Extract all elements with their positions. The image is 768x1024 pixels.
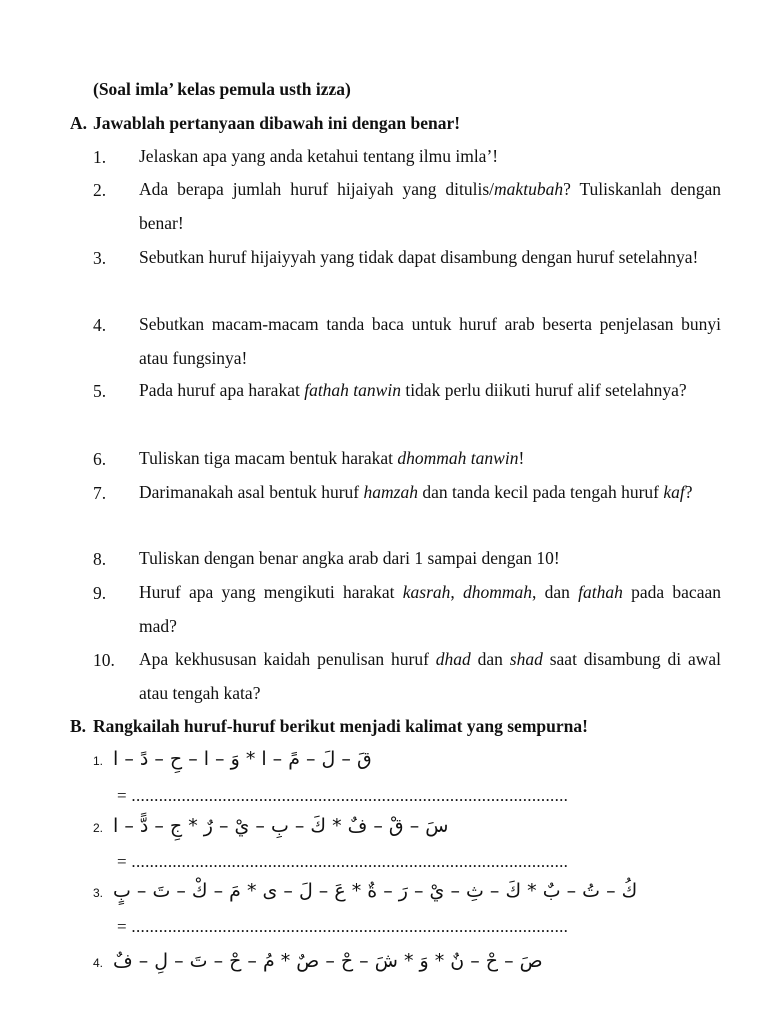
italic-term: hamzah (363, 482, 418, 502)
question-text (139, 476, 721, 510)
arabic-letters: سَ – قْ – فٌ * كَ – بِ – يْ – رٌ * جِ – دًّ – ا (113, 815, 449, 837)
arabic-item-number: 2. (93, 821, 104, 835)
question-number: 6. (93, 449, 107, 469)
question-text-part: pada bacaan mad? (139, 582, 721, 636)
arabic-item-number: 1. (93, 754, 104, 768)
section-a-letter: A. (70, 113, 88, 133)
question-number: 3. (93, 248, 107, 268)
question-text (139, 442, 721, 476)
arabic-item (93, 880, 693, 910)
question-number: 4. (93, 315, 107, 335)
question-text (139, 576, 721, 643)
question-item (93, 442, 721, 476)
question-number: 1. (93, 147, 107, 167)
question-text (139, 643, 721, 710)
arabic-letters: كُ – تُ – بٌ * كَ – ثِ – يْ – رَ – ةٌ * عَ – لَ – ى * مَ – كْ – تَ – بٍ (113, 880, 638, 902)
arabic-item (93, 748, 693, 778)
answer-line: = ................................................................................................ (117, 917, 569, 936)
arabic-item-number: 4. (93, 956, 104, 970)
question-number: 9. (93, 583, 107, 603)
arabic-letters: قَ – لَ – مً – ا * وَ – ا – حِ – دً – ا (113, 748, 372, 770)
question-item (93, 173, 721, 240)
question-text-part: ? Tuliskanlah dengan benar! (139, 179, 721, 233)
question-item (93, 374, 721, 408)
section-b-heading (70, 716, 588, 737)
question-text-part: , dan (532, 582, 579, 602)
arabic-letters: صَ – حْ – نٌ * وَ * شَ – حْ – صٌ * مُ – حْ – تَ – لِ – فٌ (113, 950, 543, 972)
question-item (93, 576, 721, 643)
question-text-part: saat disambung di awal atau tengah kata? (139, 649, 721, 703)
question-text-part: Tuliskan dengan benar angka arab dari 1 sampai dengan 10! (139, 548, 560, 568)
question-number: 5. (93, 381, 107, 401)
answer-line: = ................................................................................................ (117, 786, 569, 805)
question-text-part: dan tanda kecil pada tengah huruf (417, 482, 664, 502)
question-text (139, 241, 721, 275)
question-text-part: Jelaskan apa yang anda ketahui tentang ilmu imla’! (139, 146, 499, 166)
question-text (139, 374, 721, 408)
arabic-item-number: 3. (93, 886, 104, 900)
italic-term: fathah (578, 582, 623, 602)
italic-term: shad (509, 649, 543, 669)
question-text-part: Apa kekhususan kaidah penulisan huruf (139, 649, 436, 669)
question-text (139, 542, 721, 576)
italic-term: kasrah (402, 582, 451, 602)
question-text-part: , (450, 582, 464, 602)
italic-term: dhommah tanwin (397, 448, 519, 468)
question-text-part: ? (684, 482, 693, 502)
italic-term: dhommah (463, 582, 533, 602)
question-item (93, 308, 721, 375)
italic-term: dhad (435, 649, 471, 669)
question-item (93, 476, 721, 510)
question-text (139, 308, 721, 375)
italic-term: maktubah (494, 179, 564, 199)
question-number: 8. (93, 549, 107, 569)
question-text (139, 173, 721, 240)
question-text-part: Pada huruf apa harakat (139, 380, 305, 400)
section-b-title: Rangkailah huruf-huruf berikut menjadi kalimat yang sempurna! (93, 716, 588, 736)
question-item (93, 140, 721, 174)
answer-line: = ................................................................................................ (117, 852, 569, 871)
arabic-item (93, 950, 693, 980)
question-text-part: Ada berapa jumlah huruf hijaiyah yang ditulis/ (139, 179, 495, 199)
question-text-part: dan (470, 649, 510, 669)
question-number: 7. (93, 483, 107, 503)
section-b-letter: B. (70, 716, 87, 736)
question-number: 10. (93, 650, 115, 670)
arabic-item (93, 815, 693, 845)
question-number: 2. (93, 180, 107, 200)
question-item (93, 643, 721, 710)
section-a-title: Jawablah pertanyaan dibawah ini dengan benar! (93, 113, 461, 133)
question-text-part: Tuliskan tiga macam bentuk harakat (139, 448, 398, 468)
question-item (93, 241, 721, 275)
page-title: (Soal imla’ kelas pemula usth izza) (93, 79, 351, 99)
italic-term: fathah tanwin (304, 380, 401, 400)
italic-term: kaf (663, 482, 685, 502)
question-text-part: tidak perlu diikuti huruf alif setelahnya? (400, 380, 687, 400)
question-text-part: Sebutkan huruf hijaiyyah yang tidak dapat disambung dengan huruf setelahnya! (139, 247, 699, 267)
question-text-part: Huruf apa yang mengikuti harakat (139, 582, 403, 602)
question-text-part: Sebutkan macam-macam tanda baca untuk huruf arab beserta penjelasan bunyi atau fungsinya! (139, 314, 721, 368)
question-text-part: ! (518, 448, 525, 468)
question-item (93, 542, 721, 576)
question-text (139, 140, 721, 174)
question-text-part: Darimanakah asal bentuk huruf (139, 482, 364, 502)
section-a-heading (70, 113, 460, 134)
